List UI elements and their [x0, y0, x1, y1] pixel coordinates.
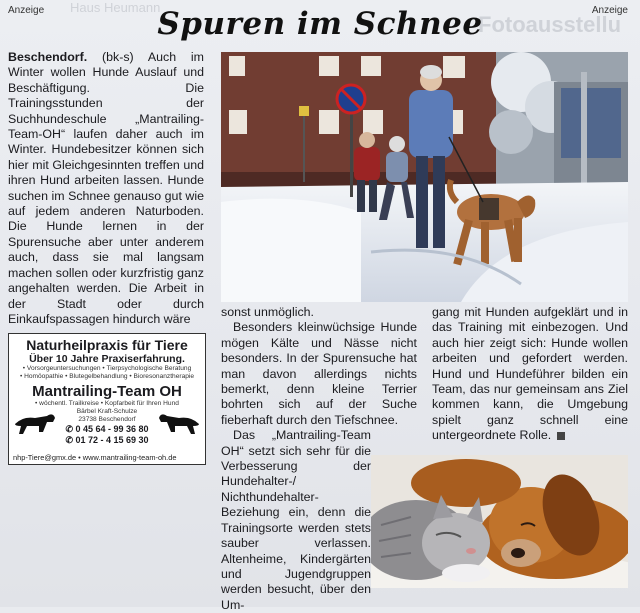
- ad-footer-contact: nhp-Tiere@gmx.de • www.mantrailing-team-oh.de: [13, 453, 177, 462]
- ad-label-left: Anzeige: [8, 5, 45, 16]
- dog-silhouette-left-icon: [13, 410, 57, 436]
- photo-kitten-puppy: [371, 455, 628, 588]
- photo-winter-street: [221, 52, 628, 302]
- article-paragraph: [8, 50, 204, 327]
- dog-silhouette-right-icon: [157, 410, 201, 436]
- ad-services-line-2: • Homöopathie • Blutegelbehandlung • Bioresonanztherapie: [19, 373, 195, 380]
- winter-scene-image: [221, 52, 628, 302]
- ad-subtitle: Über 10 Jahre Praxiserfahrung.: [29, 353, 185, 365]
- ghost-text-right: Fotoausstellu: [478, 12, 622, 37]
- dateline: Beschendorf.: [8, 50, 88, 64]
- article-paragraph: gang mit Hunden aufgeklärt und in das Training mit einbezogen. Und auch hier zeigt sich: Hunde wollen arbeiten und gefordert werden. Hund und Hundeführer bilden ein Team, das nur gemeinsam ans Ziel kommen kann, die Umgebung spielt ganz schnell eine untergeordnete Rolle.: [432, 305, 628, 443]
- headline: Spuren im Schnee: [157, 6, 483, 42]
- ad-title: Naturheilpraxis für Tiere: [26, 337, 188, 353]
- article-paragraph: Das „Mantrailing-Team OH“ setzt sich sehr für die Verbesserung der Hundehalter-/ Nichthundehalter-Beziehung ein, denn die Trainingsorte werden stets sauber verlassen. Altenheime, Kindergärten und Jugendgruppen werden besucht, über den Um-: [221, 428, 371, 612]
- article-column-1: [8, 50, 204, 327]
- article-paragraph: sonst unmöglich.: [221, 305, 314, 319]
- article-column-3: [432, 305, 628, 444]
- ad-person: Bärbel Kraft-Schulze: [76, 408, 138, 415]
- advertisement-box: [8, 333, 206, 465]
- ad-brand-sub: • wöchentl. Trailkreise • Kopfarbeit für Ihren Hund: [35, 400, 179, 407]
- article-paragraph: Besonders kleinwüchsige Hunde mögen Kälte und Nässe nicht besonders. In der Spurensuche hat man davon allerdings nichts bemerkt, denn kleine Terrier bohrten sich auf der Suche fieberhaft durch den Tiefschnee.: [221, 320, 417, 427]
- ad-label-right: Anzeige: [591, 5, 628, 16]
- ad-phone-2: ✆ 01 72 - 4 15 69 30: [65, 435, 149, 445]
- ghost-text-left: Haus Heumann: [70, 0, 161, 15]
- ad-brand: Mantrailing-Team OH: [32, 383, 182, 400]
- article-text: (bk-s) Auch im Winter wollen Hunde Auslauf und Beschäftigung. Die Trainingsstunden der Suchhundeschule „Mantrailing-Team-OH“ laufen daher auch im Winter. Hundebesitzer können sich hier mit Gleichgesinnten treffen und ihren Hund arbeiten lassen. Hunde suchen im Schnee genauso gut wie auf jedem anderen Naturboden. Die Hunde lernen in der Spurensuche aber unter anderem auch, dass sie mal langsam machen sollen oder kurzfristig ganz angehalten werden. Die Arbeit in der Stadt oder durch Einkaufspassagen hindurch wäre: [8, 50, 204, 326]
- end-mark-icon: [557, 432, 565, 440]
- ad-phone-1: ✆ 0 45 64 - 99 36 80: [65, 424, 149, 434]
- ad-services-line-1: • Vorsorgeuntersuchungen • Tierpsychologische Beratung: [22, 365, 192, 372]
- ad-address: 23738 Beschendorf: [78, 416, 136, 423]
- kitten-puppy-image: [371, 455, 628, 588]
